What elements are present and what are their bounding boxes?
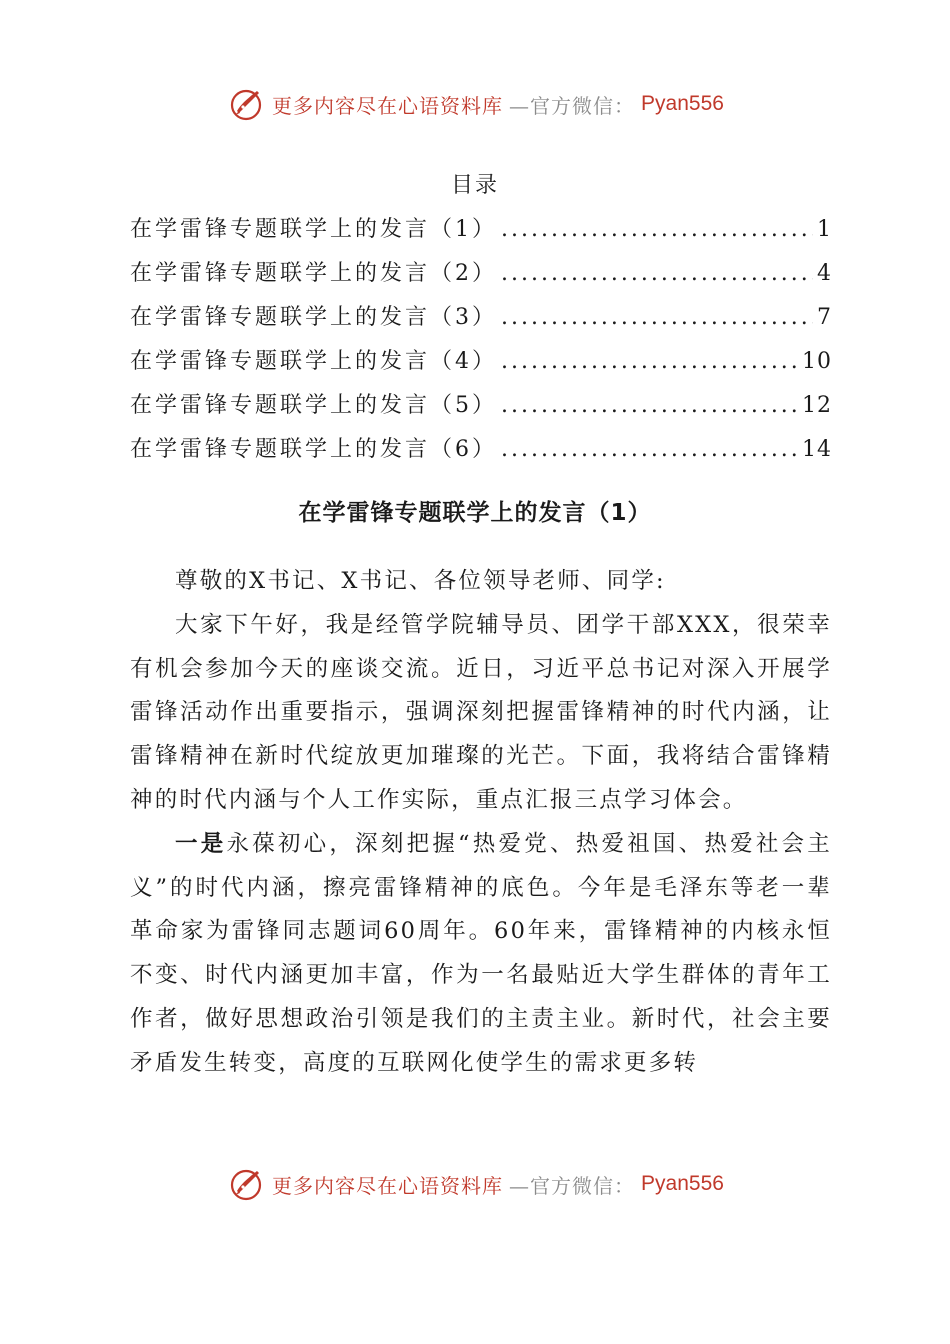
toc-entry-page: 10 <box>802 349 832 374</box>
toc-entry[interactable] <box>130 340 832 384</box>
salutation-paragraph: 尊敬的X书记、X书记、各位领导老师、同学: <box>175 568 666 594</box>
toc-title: 目录 <box>450 173 499 198</box>
toc-leader-dots <box>501 428 798 472</box>
banner-contact-label: —官方微信： <box>509 93 636 118</box>
header-banner <box>0 82 950 126</box>
point-one-lead: 一是 <box>175 830 227 857</box>
toc-leader-dots <box>501 208 813 252</box>
toc-entry-page: 7 <box>817 305 832 330</box>
banner-brand-text: 更多内容尽在心语资料库 <box>272 1173 504 1198</box>
toc-leader-dots <box>501 252 813 296</box>
point-one-text: 永葆初心，深刻把握“热爱党、热爱祖国、热爱社会主义”的时代内涵，擦亮雷锋精神的底色。今年是毛泽东等老一辈革命家为雷锋同志题词60周年。60年来，雷锋精神的内核永恒不变、时代内涵更加丰富，作为一名最贴近大学生群体的青年工作者，做好思想政治引领是我们的主责主业。新时代，社会主要矛盾发生转变，高度的互联网化使学生的需求更多转 <box>130 830 832 1076</box>
pen-logo-icon <box>226 1164 266 1204</box>
toc-entry-page: 4 <box>817 261 832 286</box>
toc-leader-dots <box>501 340 798 384</box>
speech-body <box>130 560 832 1086</box>
section-heading: 在学雷锋专题联学上的发言（1） <box>298 500 652 526</box>
footer-banner <box>0 1162 950 1206</box>
banner-contact-label: —官方微信： <box>509 1173 636 1198</box>
toc-entry[interactable] <box>130 296 832 340</box>
toc-entry[interactable] <box>130 252 832 296</box>
toc-entry-title: 在学雷锋专题联学上的发言（3） <box>130 305 497 330</box>
toc-entry[interactable] <box>130 428 832 472</box>
banner-wechat-id: Pyan556 <box>641 92 724 115</box>
toc-leader-dots <box>501 384 798 428</box>
toc-entry-page: 1 <box>817 217 832 242</box>
banner-wechat-id: Pyan556 <box>641 1172 724 1195</box>
toc-entry-title: 在学雷锋专题联学上的发言（1） <box>130 217 497 242</box>
toc-entry-title: 在学雷锋专题联学上的发言（6） <box>130 437 497 462</box>
toc-entry-title: 在学雷锋专题联学上的发言（2） <box>130 261 497 286</box>
pen-logo-icon <box>226 84 266 124</box>
table-of-contents <box>130 208 832 472</box>
toc-entry-page: 12 <box>802 393 832 418</box>
toc-entry-page: 14 <box>802 437 832 462</box>
toc-entry-title: 在学雷锋专题联学上的发言（4） <box>130 349 497 374</box>
point-one-paragraph <box>130 823 832 1086</box>
toc-leader-dots <box>501 296 813 340</box>
toc-entry[interactable] <box>130 208 832 252</box>
toc-entry-title: 在学雷锋专题联学上的发言（5） <box>130 393 497 418</box>
banner-brand-text: 更多内容尽在心语资料库 <box>272 93 504 118</box>
intro-paragraph: 大家下午好，我是经管学院辅导员、团学干部XXX，很荣幸有机会参加今天的座谈交流。近日，习近平总书记对深入开展学雷锋活动作出重要指示，强调深刻把握雷锋精神的时代内涵，让雷锋精神在新时代绽放更加璀璨的光芒。下面，我将结合雷锋精神的时代内涵与个人工作实际，重点汇报三点学习体会。 <box>130 611 832 813</box>
toc-entry[interactable] <box>130 384 832 428</box>
